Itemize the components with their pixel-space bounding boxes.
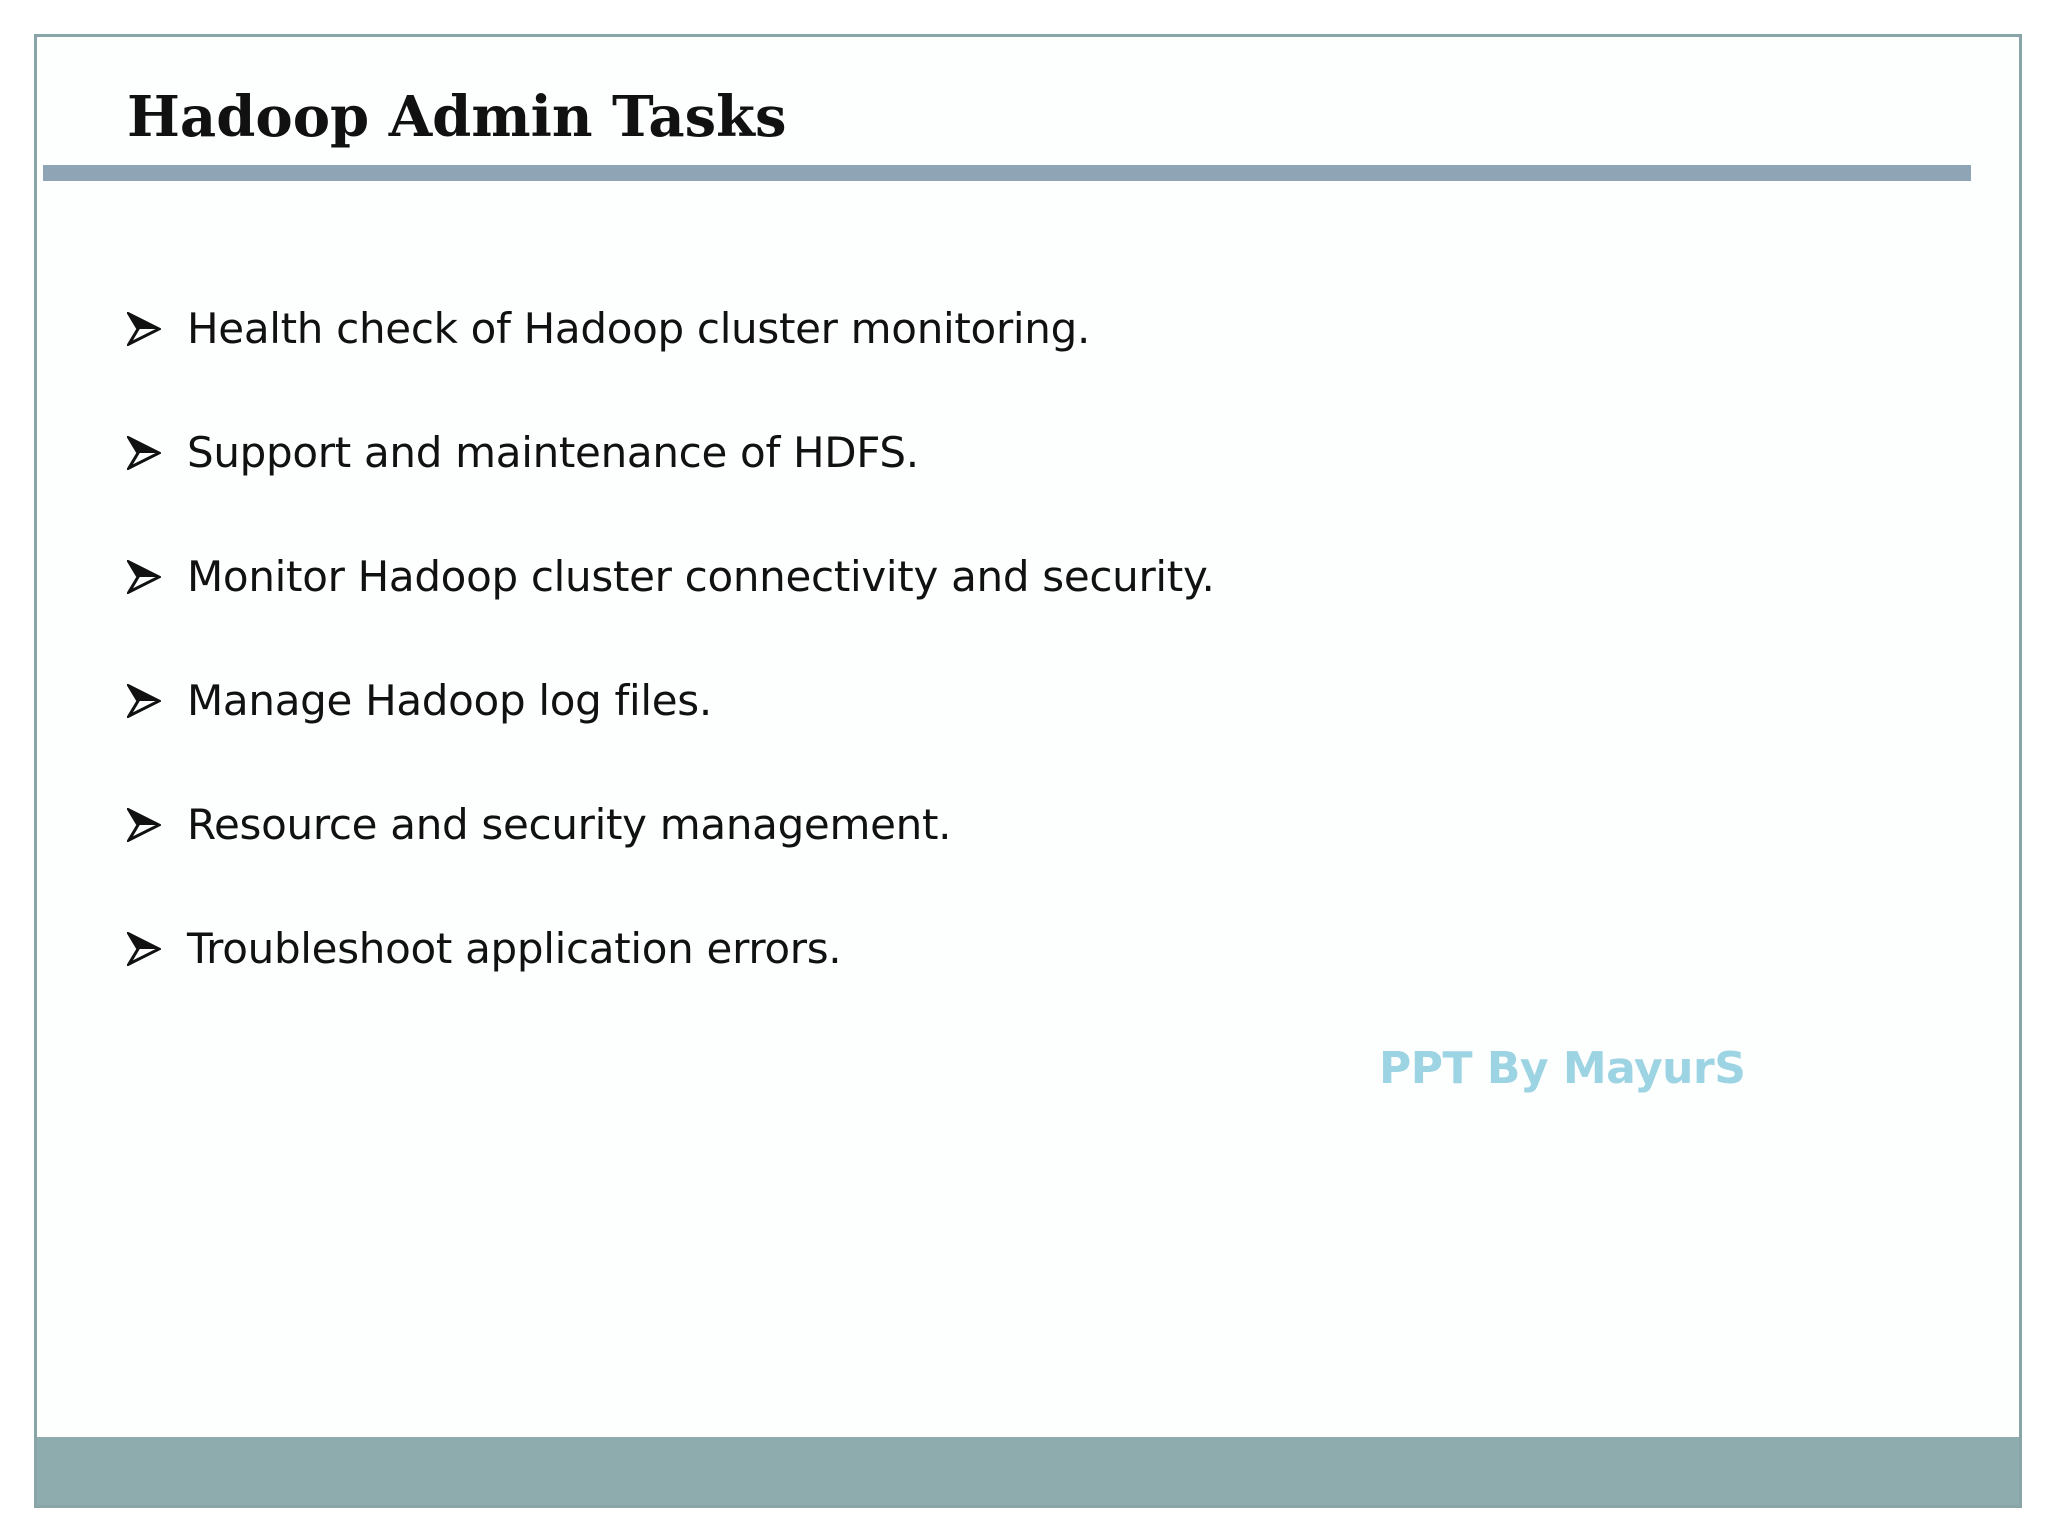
bullet-list (127, 299, 1215, 1043)
author-watermark: PPT By MayurS (1379, 1043, 1746, 1094)
bullet-text: Resource and security management. (187, 800, 952, 849)
arrowhead-bullet-icon (127, 299, 187, 359)
list-item (127, 423, 1215, 547)
bullet-text: Monitor Hadoop cluster connectivity and security. (187, 552, 1215, 601)
list-item (127, 795, 1215, 919)
title-divider (43, 165, 1971, 181)
arrowhead-bullet-icon (127, 795, 187, 855)
list-item (127, 671, 1215, 795)
bullet-text: Troubleshoot application errors. (187, 924, 842, 973)
list-item (127, 547, 1215, 671)
arrowhead-bullet-icon (127, 919, 187, 979)
bullet-text: Health check of Hadoop cluster monitoring. (187, 304, 1091, 353)
slide-title: Hadoop Admin Tasks (127, 84, 787, 150)
slide (34, 34, 2022, 1508)
list-item (127, 919, 1215, 1043)
bullet-text: Support and maintenance of HDFS. (187, 428, 919, 477)
arrowhead-bullet-icon (127, 671, 187, 731)
footer-band (37, 1437, 2019, 1505)
arrowhead-bullet-icon (127, 423, 187, 483)
bullet-text: Manage Hadoop log files. (187, 676, 712, 725)
list-item (127, 299, 1215, 423)
arrowhead-bullet-icon (127, 547, 187, 607)
